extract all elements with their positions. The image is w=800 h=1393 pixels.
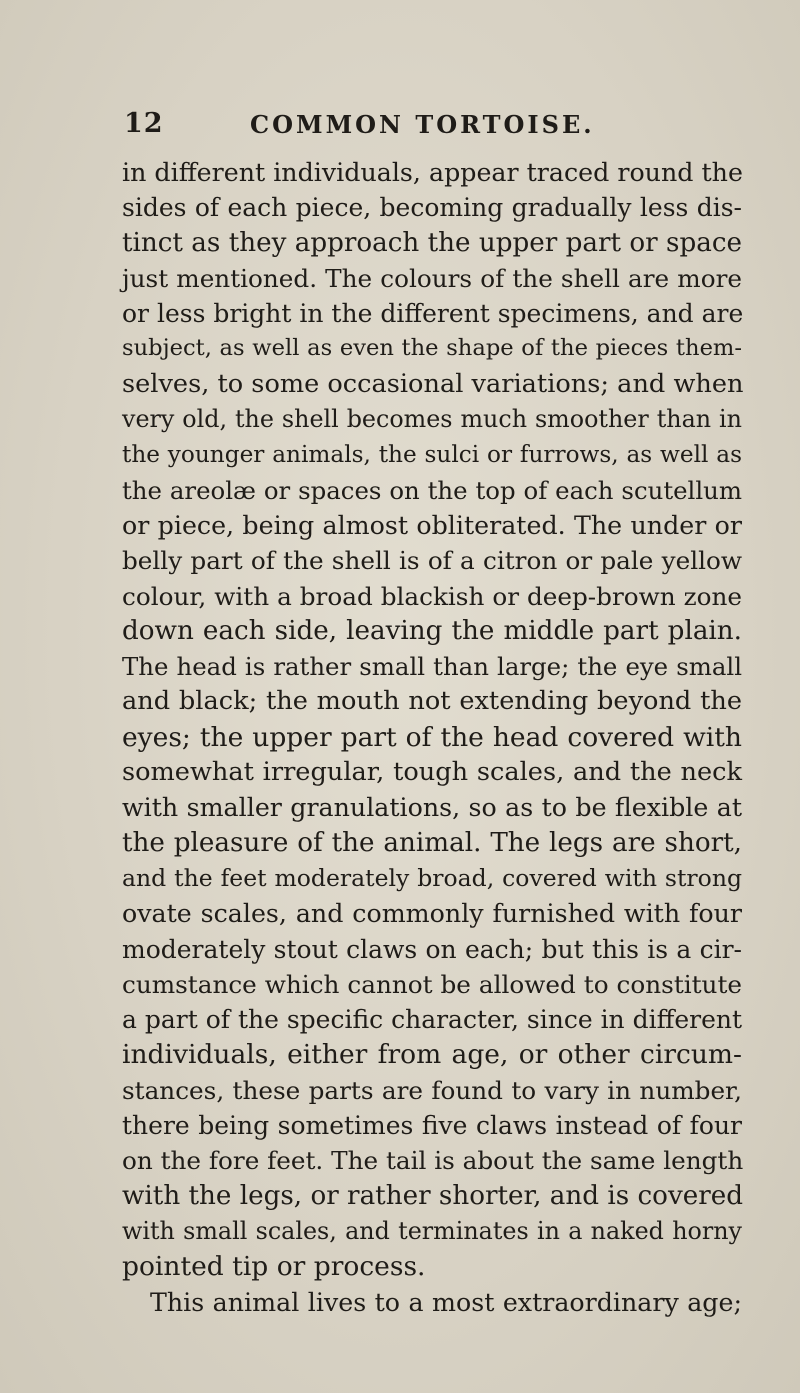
text-line: ovate scales, and commonly furnished with four (122, 899, 742, 929)
paragraph-end-line: pointed tip or process. (122, 1251, 426, 1283)
text-line: just mentioned. The colours of the shell are more (122, 263, 742, 293)
text-line: colour, with a broad blackish or deep-brown zone (122, 581, 742, 611)
text-line: very old, the shell becomes much smoother than in (122, 405, 742, 434)
text-line: selves, to some occasional variations; and when (122, 368, 744, 399)
text-line: or piece, being almost obliterated. The under or (122, 510, 742, 540)
text-line: tinct as they approach the upper part or space (122, 227, 742, 258)
text-line: down each side, leaving the middle part plain. (122, 615, 742, 646)
text-line: the pleasure of the animal. The legs are short, (122, 827, 742, 858)
text-line: The head is rather small than large; the eye small (122, 652, 742, 682)
text-line: and the feet moderately broad, covered with strong (122, 863, 742, 892)
text-line: somewhat irregular, tough scales, and the neck (122, 757, 742, 788)
text-line: or less bright in the different specimens, and are (122, 299, 744, 329)
text-line: on the fore feet. The tail is about the same length (122, 1146, 744, 1176)
text-line: subject, as well as even the shape of the pieces them- (122, 335, 742, 362)
text-line: there being sometimes five claws instead of four (122, 1111, 742, 1141)
text-line: moderately stout claws on each; but this is a cir- (122, 934, 742, 964)
text-line: cumstance which cannot be allowed to constitute (122, 969, 742, 999)
text-line: eyes; the upper part of the head covered with (122, 721, 742, 753)
text-line: in different individuals, appear traced round the (122, 158, 743, 187)
running-title: COMMON TORTOISE. (250, 110, 595, 139)
text-line: belly part of the shell is of a citron or pale yellow (122, 546, 742, 576)
text-line: the younger animals, the sulci or furrows, as well as (122, 441, 742, 469)
text-line: and black; the mouth not extending beyond the (122, 686, 742, 717)
running-head (124, 108, 724, 144)
text-line: a part of the specific character, since in different (122, 1005, 743, 1035)
text-line: stances, these parts are found to vary in number, (122, 1075, 742, 1105)
text-line: individuals, either from age, or other circum- (122, 1039, 742, 1071)
body-text (122, 155, 742, 1320)
text-line: with the legs, or rather shorter, and is covered (122, 1180, 744, 1211)
text-line: with smaller granulations, so as to be flexible at (122, 793, 742, 823)
text-line: the areolæ or spaces on the top of each scutellum (122, 475, 742, 505)
page-number: 12 (124, 108, 164, 139)
text-line: sides of each piece, becoming gradually less dis- (122, 193, 742, 223)
paragraph-start-line: This animal lives to a most extraordinary age; (150, 1287, 742, 1317)
text-line: with small scales, and terminates in a naked horny (122, 1216, 742, 1245)
